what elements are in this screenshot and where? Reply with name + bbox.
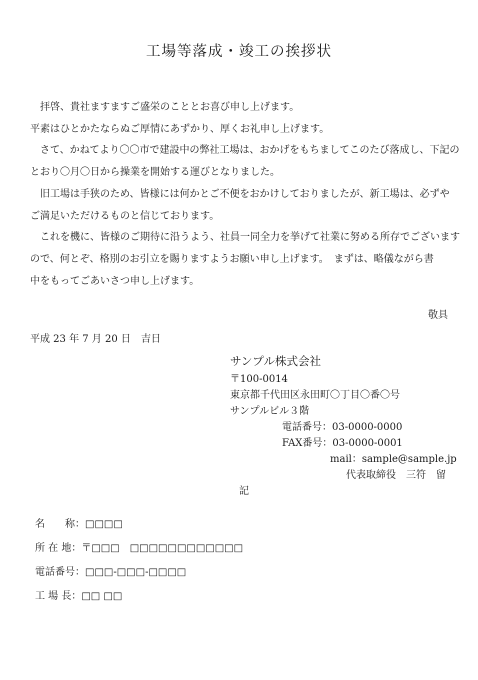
ki-heading: 記 bbox=[239, 486, 249, 497]
item-factory-manager: 工 場 長：□□ □□ bbox=[35, 591, 123, 602]
closing-keigu: 敬具 bbox=[428, 310, 448, 321]
item-phone: 電話番号：□□□-□□□-□□□□ bbox=[35, 567, 187, 578]
body-line: 平素はひとかたならぬご厚情にあずかり、厚くお礼申し上げます。 bbox=[30, 123, 330, 135]
body-line: 旧工場は手狭のため、皆様には何かとご不便をおかけしておりましたが、新工場は、必ずや bbox=[30, 188, 450, 200]
body-line: ので、何とぞ、格別のお引立を賜りますようお願い申し上げます。 まずは、略儀ながら書 bbox=[30, 253, 434, 265]
company-name: サンプル株式会社 bbox=[230, 354, 321, 368]
company-representative: 代表取締役 三符 留 bbox=[346, 470, 446, 481]
body-line: さて、かねてより〇〇市で建設中の弊社工場は、おかげをもちましてこのたび落成し、下記の bbox=[30, 145, 460, 157]
body-line: 中をもってごあいさつ申し上げます。 bbox=[30, 275, 200, 287]
document-date: 平成 23 年 7 月 20 日 吉日 bbox=[30, 334, 161, 345]
body-text bbox=[30, 97, 458, 292]
company-phone: 電話番号：03-0000-0000 bbox=[282, 422, 403, 433]
company-fax: FAX番号：03-0000-0001 bbox=[282, 438, 403, 449]
document-title: 工場等落成・竣工の挨拶状 bbox=[146, 44, 332, 60]
company-building: サンプルビル３階 bbox=[230, 406, 310, 417]
company-address: 東京都千代田区永田町〇丁目〇番〇号 bbox=[230, 390, 400, 401]
body-line: とおり〇月〇日から操業を開始する運びとなりました。 bbox=[30, 167, 280, 179]
company-postal: 〒100-0014 bbox=[230, 374, 288, 385]
body-line: 拝啓、貴社ますますご盛栄のこととお喜び申し上げます。 bbox=[30, 102, 300, 113]
item-location: 所 在 地：〒□□□ □□□□□□□□□□□□ bbox=[35, 543, 244, 554]
body-line: ご満足いただけるものと信じております。 bbox=[30, 210, 220, 222]
item-name: 名 称：□□□□ bbox=[35, 519, 123, 530]
body-line: これを機に、皆様のご期待に沿うよう、社員一同全力を挙げて社業に努める所存でございます bbox=[30, 232, 460, 244]
company-mail: mail：sample@sample.jp bbox=[330, 454, 457, 465]
